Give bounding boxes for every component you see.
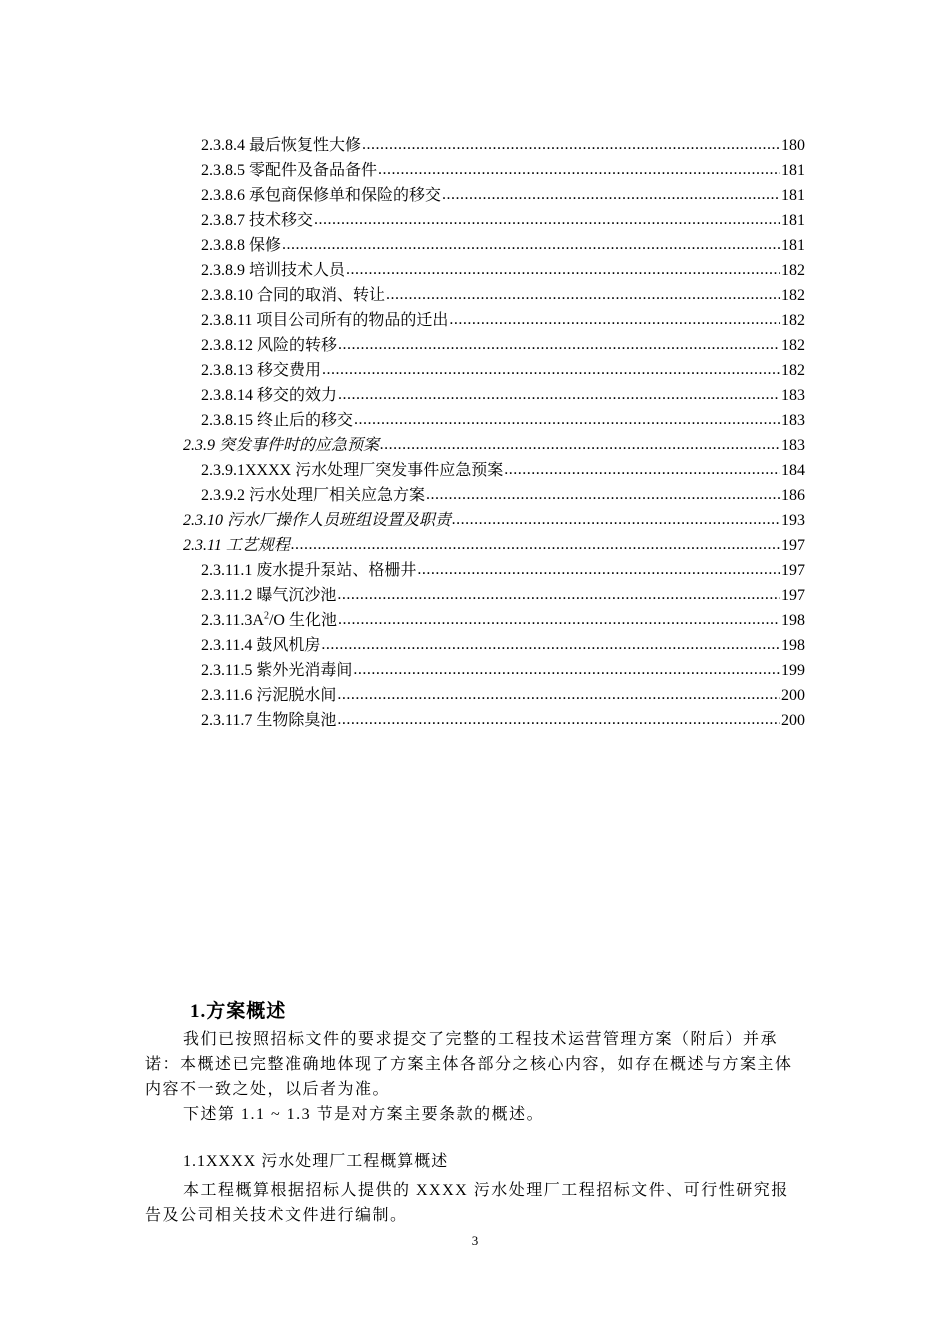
toc-entry[interactable]	[201, 208, 805, 233]
toc-entry[interactable]	[201, 233, 805, 258]
toc-entry-title: 2.3.9.2 污水处理厂相关应急方案	[201, 487, 426, 504]
toc-entry-page: 198	[781, 612, 805, 629]
toc-leader-dots	[346, 257, 780, 282]
toc-leader-dots	[337, 682, 780, 707]
toc-entry-page: 197	[781, 587, 805, 604]
toc-entry-title-part: 2.3.11.3A	[201, 612, 264, 629]
toc-entry-title: 2.3.8.10 合同的取消、转让	[201, 287, 386, 304]
toc-entry-page: 182	[781, 337, 805, 354]
toc-entry-title: 2.3.11.4 鼓风机房	[201, 637, 321, 654]
toc-leader-dots	[291, 532, 780, 557]
toc-leader-dots	[282, 232, 780, 257]
toc-entry-title-part: /O 生化池	[268, 612, 337, 629]
toc-leader-dots	[338, 382, 780, 407]
section-heading: 1.方案概述	[190, 1001, 287, 1022]
toc-entry-page: 181	[781, 212, 805, 229]
page-number: 3	[471, 1233, 479, 1248]
toc-entry-page: 183	[781, 412, 805, 429]
toc-entry[interactable]	[201, 308, 805, 333]
toc-entry-title: 2.3.8.7 技术移交	[201, 212, 314, 229]
toc-entry[interactable]	[183, 533, 805, 558]
toc-leader-dots	[452, 507, 780, 532]
toc-entry[interactable]	[201, 258, 805, 283]
toc-entry[interactable]	[201, 483, 805, 508]
toc-entry[interactable]	[183, 508, 805, 533]
toc-entry[interactable]	[201, 633, 805, 658]
toc-entry[interactable]	[201, 133, 805, 158]
toc-leader-dots	[426, 482, 780, 507]
toc-entry[interactable]	[201, 333, 805, 358]
toc-entry[interactable]	[201, 683, 805, 708]
toc-leader-dots	[362, 132, 780, 157]
toc-leader-dots	[322, 357, 780, 382]
toc-entry-title: 2.3.8.9 培训技术人员	[201, 262, 346, 279]
toc-entry[interactable]	[201, 458, 805, 483]
toc-entry[interactable]	[201, 658, 805, 683]
toc-entry-title: 2.3.11.5 紫外光消毒间	[201, 662, 353, 679]
toc-entry-title: 2.3.8.14 移交的效力	[201, 387, 338, 404]
toc-leader-dots	[338, 607, 780, 632]
toc-entry-page: 200	[781, 712, 805, 729]
toc-entry-title: 2.3.8.6 承包商保修单和保险的移交	[201, 187, 442, 204]
toc-entry-title: 2.3.9 突发事件时的应急预案	[183, 437, 380, 454]
toc-entry-superscript: 2	[263, 610, 269, 622]
budget-paragraph: 本工程概算根据招标人提供的 XXXX 污水处理厂工程招标文件、可行性研究报告及公司相关技术文件进行编制。	[145, 1182, 789, 1224]
subsection-heading: 1.1XXXX 污水处理厂工程概算概述	[183, 1153, 449, 1170]
toc-entry-title: 2.3.11.1 废水提升泵站、格栅井	[201, 562, 417, 579]
toc-leader-dots	[337, 582, 780, 607]
toc-entry-page: 182	[781, 312, 805, 329]
toc-entry[interactable]	[201, 608, 805, 633]
toc-entry[interactable]	[201, 283, 805, 308]
toc-leader-dots	[354, 407, 780, 432]
toc-entry-page: 184	[781, 462, 805, 479]
toc-leader-dots	[386, 282, 780, 307]
toc-entry[interactable]	[201, 183, 805, 208]
toc-entry-title: 2.3.8.11 项目公司所有的物品的迁出	[201, 312, 449, 329]
toc-entry[interactable]	[201, 358, 805, 383]
toc-entry-title: 2.3.11 工艺规程	[183, 537, 290, 554]
toc-leader-dots	[378, 157, 780, 182]
toc-entry[interactable]	[201, 558, 805, 583]
toc-entry-page: 181	[781, 187, 805, 204]
toc-entry-page: 181	[781, 162, 805, 179]
toc-entry-title: 2.3.8.12 风险的转移	[201, 337, 338, 354]
table-of-contents	[0, 133, 950, 733]
overview-note-paragraph: 下述第 1.1 ~ 1.3 节是对方案主要条款的概述。	[183, 1106, 545, 1123]
toc-leader-dots	[338, 332, 780, 357]
toc-entry[interactable]	[201, 708, 805, 733]
toc-leader-dots	[337, 707, 780, 732]
toc-entry-page: 182	[781, 262, 805, 279]
toc-entry-title: 2.3.8.8 保修	[201, 237, 282, 254]
toc-entry-title: 2.3.10 污水厂操作人员班组设置及职责	[183, 512, 452, 529]
toc-entry[interactable]	[201, 583, 805, 608]
toc-entry[interactable]	[183, 433, 805, 458]
toc-entry-page: 183	[781, 387, 805, 404]
toc-entry-title: 2.3.8.15 终止后的移交	[201, 412, 354, 429]
toc-entry[interactable]	[201, 408, 805, 433]
toc-leader-dots	[314, 207, 780, 232]
toc-entry-page: 200	[781, 687, 805, 704]
toc-entry-title: 2.3.11.7 生物除臭池	[201, 712, 337, 729]
toc-entry-page: 199	[781, 662, 805, 679]
toc-leader-dots	[417, 557, 780, 582]
toc-entry-title: 2.3.9.1XXXX 污水处理厂突发事件应急预案	[201, 462, 504, 479]
toc-entry-page: 182	[781, 362, 805, 379]
toc-leader-dots	[504, 457, 780, 482]
toc-entry-page: 197	[781, 562, 805, 579]
toc-entry-page: 186	[781, 487, 805, 504]
toc-entry-title: 2.3.8.5 零配件及备品备件	[201, 162, 378, 179]
intro-paragraph: 我们已按照招标文件的要求提交了完整的工程技术运营管理方案（附后）并承诺：本概述已完整准确地体现了方案主体各部分之核心内容，如存在概述与方案主体内容不一致之处，以后者为准。	[145, 1031, 793, 1098]
toc-leader-dots	[321, 632, 780, 657]
toc-entry-title: 2.3.8.13 移交费用	[201, 362, 322, 379]
toc-entry-title	[201, 608, 337, 633]
toc-leader-dots	[380, 432, 780, 457]
toc-entry-page: 180	[781, 137, 805, 154]
toc-entry-title: 2.3.11.6 污泥脱水间	[201, 687, 337, 704]
toc-entry-title: 2.3.8.4 最后恢复性大修	[201, 137, 362, 154]
toc-entry-page: 182	[781, 287, 805, 304]
toc-entry[interactable]	[201, 158, 805, 183]
toc-entry-page: 198	[781, 637, 805, 654]
toc-leader-dots	[449, 307, 780, 332]
toc-entry-page: 181	[781, 237, 805, 254]
toc-leader-dots	[442, 182, 780, 207]
toc-entry-page: 193	[781, 512, 805, 529]
toc-entry-title: 2.3.11.2 曝气沉沙池	[201, 587, 337, 604]
toc-entry[interactable]	[201, 383, 805, 408]
toc-entry-page: 183	[781, 437, 805, 454]
toc-leader-dots	[353, 657, 780, 682]
toc-entry-page: 197	[781, 537, 805, 554]
